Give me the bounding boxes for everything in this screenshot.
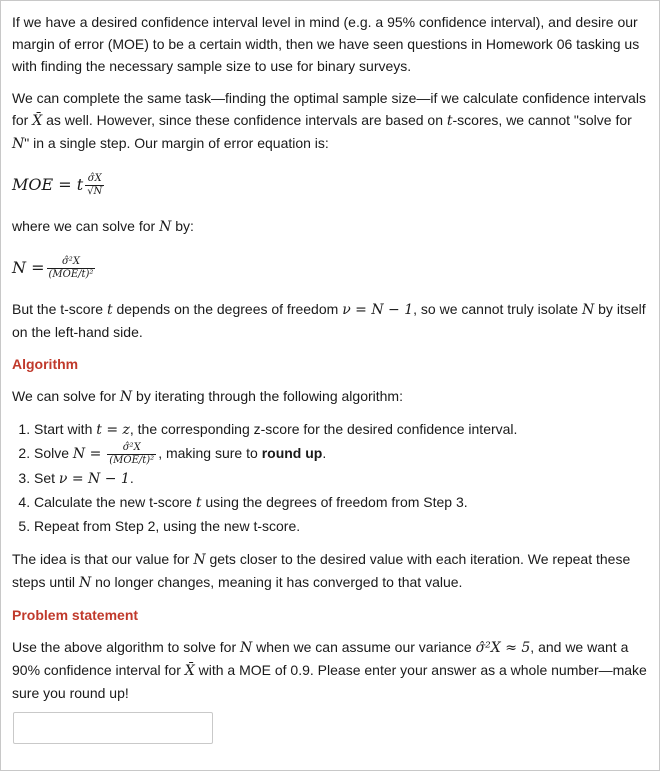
algorithm-step-5: 5. Repeat from Step 2, using the new t-score. [34,515,649,538]
problem-paragraph: Use the above algorithm to solve for N when we can assume our variance σ̂²X ≈ 5, and we want a 90% confidence interval for X̄ with a MOE of 0.9. Please enter your answer as a whole number—make sure you round up! [12,639,647,701]
algorithm-heading: Algorithm [12,356,79,372]
algorithm-step-3: 3. Set ν = N − 1. [34,467,649,491]
idea-paragraph: The idea is that our value for N gets closer to the desired value with each iteration. We repeat these steps until N no longer changes, meaning it has converged to that value. [12,551,631,591]
n-fraction: $\frac{\text{σ̂²X}}{\text{(MOE/t)²}}$ [48,255,94,280]
solve-for-text: where we can solve for N by: [12,218,194,235]
intro-paragraph: If we have a desired confidence interval level in mind (e.g. a 95% confidence interval), and desire our margin of error (MOE) to be a certain width, then we have seen questions in Homework 06 tasking us with finding the necessary sample size to use for binary surveys. [12,14,640,74]
algorithm-step-2: 2. Solve N = $\frac{\text{σ̂²X}}{\text{(MOE/t)²}}$ , making sure to round up. [34,442,649,467]
algorithm-intro: We can solve for N by iterating through the following algorithm: [12,388,403,405]
moe-fraction: $\frac{\sigmâX}{√N}$ [87,172,103,197]
moe-equation: MOE = t $\frac{\sigmâX}{√N}$ [12,172,103,197]
algorithm-steps [12,418,649,538]
step2-fraction: $\frac{\text{σ̂²X}}{\text{(MOE/t)²}}$ [109,442,155,466]
answer-input[interactable] [14,713,212,743]
answer-field[interactable] [13,712,213,744]
xbar-symbol: X̄ [32,113,43,129]
problem-heading: Problem statement [12,607,139,623]
tscore-paragraph: But the t-score t depends on the degrees of freedom ν = N − 1, so we cannot truly isolate N by itself on the left-hand side. [12,301,646,340]
intro-paragraph-2: We can complete the same task—finding the optimal sample size—if we calculate confidence intervals for X̄ as well. However, since these confidence intervals are based on t-scores, we cannot "solve for N" in a single step. Our margin of error equation is: [12,90,646,152]
question-content [1,1,659,704]
algorithm-step-4: 4. Calculate the new t-score t using the degrees of freedom from Step 3. [34,491,649,515]
algorithm-step-1: 1. Start with t = z, the corresponding z-score for the desired confidence interval. [34,418,649,442]
n-equation: N = $\frac{\text{σ̂²X}}{\text{(MOE/t)²}}$ [12,255,94,280]
